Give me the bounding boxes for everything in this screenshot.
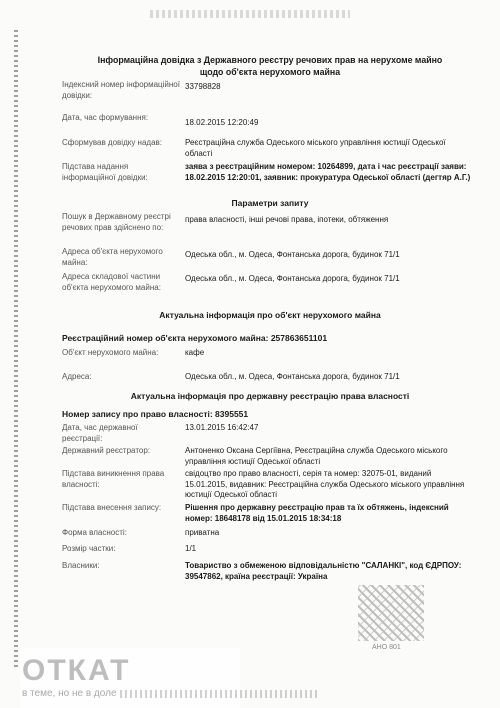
field-value: Одеська обл., м. Одеса, Фонтанська дорога, будинок 71/1 — [185, 274, 400, 283]
field-value: 13.01.2015 16:42:47 — [185, 423, 259, 432]
field-value: 18.02.2015 12:20:49 — [185, 118, 259, 127]
field-value: Рішення про державну реєстрацію прав та їх обтяжень, індексний номер: 18648178 від 15.01.2015 18:34:18 — [185, 503, 449, 523]
info-row-index — [62, 80, 482, 108]
field-value: Товариство з обмеженою відповідальністю "САЛАНКІ", код ЄДРПОУ: 39547862, країна реєстрації: Україна — [185, 561, 462, 581]
rights-record-value: 8395551 — [215, 409, 249, 419]
field-label: Дата, час державної реєстрації: — [62, 423, 138, 443]
title-line-2: щодо об'єкта нерухомого майна — [199, 67, 341, 77]
rights-row-ownership-form — [62, 528, 482, 542]
rights-section-title: Актуальна інформація про державну реєстрацію права власності — [130, 391, 410, 401]
field-label: Форма власності: — [62, 528, 127, 537]
field-value: права власності, інші речові права, іпотеки, обтяження — [185, 215, 389, 224]
rights-record-label: Номер запису про право власності: — [62, 409, 213, 419]
qr-code-icon — [358, 585, 424, 641]
object-reg-value: 257863651101 — [270, 333, 328, 343]
info-row-issuer — [62, 138, 482, 160]
field-label: Сформував довідку надав: — [62, 138, 163, 147]
field-label: Адреса: — [62, 372, 92, 381]
field-label: Підстава надання інформаційної довідки: — [62, 162, 148, 182]
rights-row-owners — [62, 561, 482, 583]
field-value: Антоненко Оксана Сергіївна, Реєстраційна служба Одеського міського управління юстиції Одеської області — [185, 446, 448, 466]
info-row-basis — [62, 162, 482, 194]
field-label: Індексний номер інформаційної довідки: — [62, 80, 180, 100]
param-row-part-address — [62, 272, 482, 304]
rights-row-date — [62, 423, 482, 445]
field-value: 33798828 — [185, 82, 221, 91]
scan-artifact-bottom — [120, 690, 320, 698]
field-value: кафе — [185, 348, 205, 357]
field-label: Підстава виникнення права власності: — [62, 469, 165, 489]
field-label: Пошук в Державному реєстрі речових прав здійснено по: — [62, 212, 171, 232]
document-title — [60, 54, 480, 78]
field-value: 1/1 — [185, 544, 197, 553]
field-value: заява з реєстраційним номером: 10264899, дата і час реєстрації заяви: 18.02.2015 12:20:01, заявник: прокуратура Одеської області (дегтяр А.Г.) — [185, 162, 471, 182]
object-reg-label: Реєстраційний номер об'єкта нерухомого майна: — [62, 333, 269, 343]
rights-record-line — [62, 409, 248, 419]
field-value: приватна — [185, 528, 220, 537]
params-section-title: Параметри запиту — [231, 198, 309, 208]
field-value: Одеська обл., м. Одеса, Фонтанська дорога, будинок 71/1 — [185, 250, 400, 259]
field-value: свідоцтво про право власності, серія та номер: 32075-01, виданий 15.01.2015, видавник: Реєстраційна служба Одеського міського управління юстиції Одеської області — [185, 469, 465, 499]
field-label: Об'єкт нерухомого майна: — [62, 348, 159, 357]
watermark-logo: ОТКАТ — [22, 654, 131, 687]
rights-row-certificate — [62, 469, 482, 501]
object-row-address — [62, 372, 482, 386]
field-label: Державний реєстратор: — [62, 446, 151, 455]
field-value: Одеська обл., м. Одеса, Фонтанська дорога, будинок 71/1 — [185, 372, 400, 381]
field-label: Дата, час формування: — [62, 113, 149, 122]
object-section-title: Актуальна інформація про об'єкт нерухомого майна — [159, 310, 381, 320]
scan-artifact-top — [150, 10, 350, 18]
field-label: Адреса складової частини об'єкта нерухомого майна: — [62, 272, 161, 292]
page-stamp: АНО 801 — [372, 644, 401, 651]
rights-row-registrar — [62, 446, 482, 468]
field-label: Власники: — [62, 561, 100, 570]
field-label: Підстава внесення запису: — [62, 503, 162, 512]
rights-row-share — [62, 544, 482, 558]
scan-artifact — [14, 30, 18, 670]
info-row-date — [62, 113, 482, 135]
rights-row-decision — [62, 503, 482, 525]
object-row-type — [62, 348, 482, 370]
field-label: Адреса об'єкта нерухомого майна: — [62, 247, 163, 267]
object-reg-line — [62, 333, 327, 343]
field-label: Розмір частки: — [62, 544, 116, 553]
watermark-tagline: в теме, но не в доле — [22, 688, 117, 699]
title-line-1: Інформаційна довідка з Державного реєстру речових прав на нерухоме майно — [97, 55, 443, 65]
param-row-scope — [62, 212, 482, 244]
field-value: Реєстраційна служба Одеського міського управління юстиції Одеської області — [185, 138, 446, 158]
param-row-address — [62, 247, 482, 269]
